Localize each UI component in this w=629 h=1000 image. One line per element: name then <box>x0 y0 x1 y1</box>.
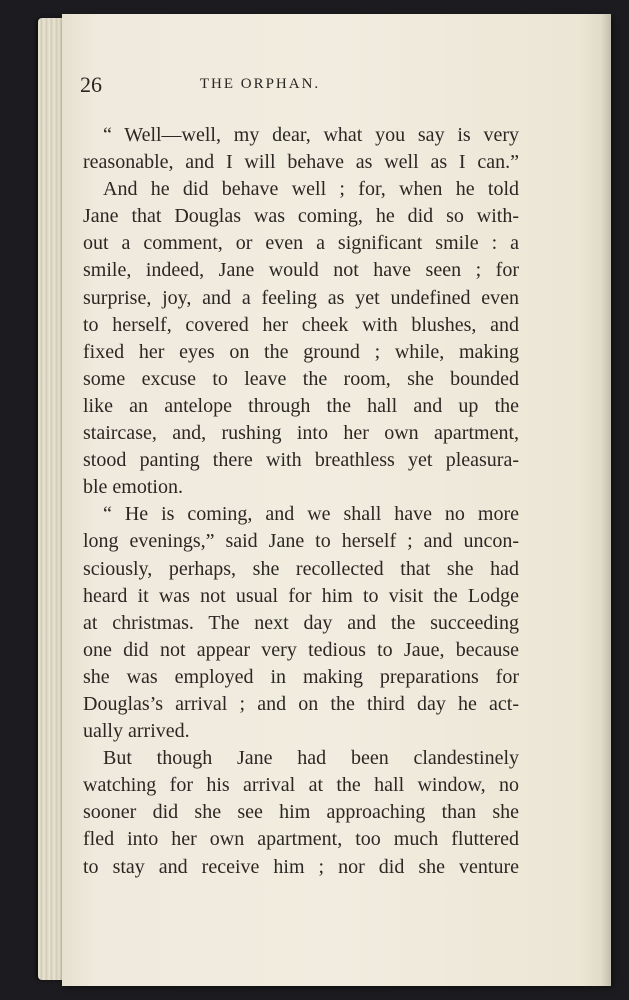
text-line: one did not appear very tedious to Jaue, because <box>83 638 519 661</box>
page-gutter-shadow <box>601 14 611 986</box>
text-line: reasonable, and I will behave as well as I can.” <box>83 151 519 174</box>
body-text <box>83 122 519 881</box>
text-line: But though Jane had been clandestinely <box>103 747 519 770</box>
text-line: to stay and receive him ; nor did she venture <box>83 855 519 878</box>
text-line: out a comment, or even a significant smile : a <box>83 232 519 255</box>
text-line: smile, indeed, Jane would not have seen ; for <box>83 259 519 282</box>
text-line: sooner did she see him approaching than she <box>83 801 519 824</box>
text-line: ually arrived. <box>83 720 190 743</box>
text-line: sciously, perhaps, she recollected that she had <box>83 557 519 580</box>
text-line: Jane that Douglas was coming, he did so with- <box>83 205 519 228</box>
page-header <box>80 72 520 102</box>
running-title: THE ORPHAN. <box>199 76 321 92</box>
text-line: at christmas. The next day and the succeeding <box>83 611 519 634</box>
text-line: some excuse to leave the room, she bounded <box>83 367 519 390</box>
text-line: stood panting there with breathless yet pleasura- <box>83 449 519 472</box>
text-line: “ Well—well, my dear, what you say is very <box>103 124 519 146</box>
text-line: to herself, covered her cheek with blushes, and <box>83 313 519 336</box>
text-line: surprise, joy, and a feeling as yet undefined even <box>83 286 519 309</box>
page-number: 26 <box>80 72 102 97</box>
text-line: long evenings,” said Jane to herself ; and uncon- <box>83 530 519 553</box>
text-line: “ He is coming, and we shall have no more <box>103 503 519 526</box>
text-line: fixed her eyes on the ground ; while, making <box>83 340 519 363</box>
text-line: ble emotion. <box>83 476 183 499</box>
text-line: like an antelope through the hall and up the <box>83 394 519 417</box>
text-line: Douglas’s arrival ; and on the third day he act- <box>83 692 519 715</box>
text-line: staircase, and, rushing into her own apartment, <box>83 422 519 445</box>
text-line: she was employed in making preparations for <box>83 665 519 688</box>
text-line: And he did behave well ; for, when he told <box>103 178 519 201</box>
text-line: heard it was not usual for him to visit the Lodge <box>83 584 519 607</box>
text-line: fled into her own apartment, too much fluttered <box>83 828 519 851</box>
text-line: watching for his arrival at the hall window, no <box>83 774 519 797</box>
